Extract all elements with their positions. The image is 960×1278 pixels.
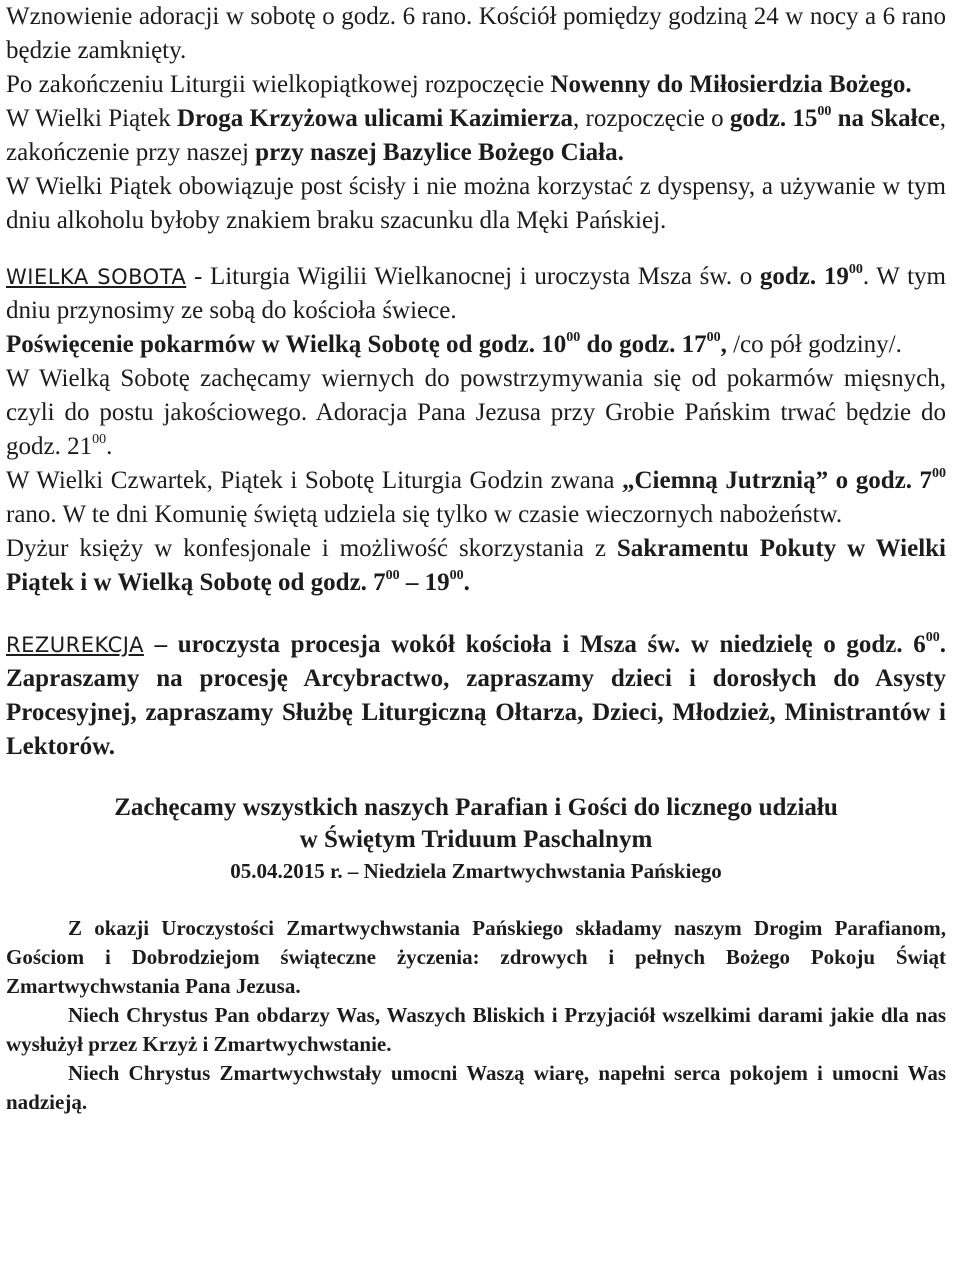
resurrection-notice: REZUREKCJA – uroczysta procesja wokół kościoła i Msza św. w niedzielę o godz. $6^{00}$. Zapraszamy na procesję Arcybractwo, zapraszamy dzieci i dorosłych do Asysty Procesyjnej, zapraszamy Służbę Liturgiczną Ołtarza, Dzieci, Młodzież, Ministrantów i Lektorów. [6,629,946,760]
wishes-paragraph-1: Z okazji Uroczystości Zmartwychwstania Pańskiego składamy naszym Drogim Parafianom, Gościom i Dobrodziejom świąteczne życzenia: zdrowych i pełnych Bożego Pokoju Świąt Zmartwychwstania Pana Jezusa. [6,916,946,998]
food-blessing-notice: Poświęcenie pokarmów w Wielką Sobotę od godz. $10^{00}$ do godz. $17^{00}$, /co pół godziny/. [6,329,902,358]
easter-date-line: 05.04.2015 r. – Niedziela Zmartwychwstania Pańskiego [230,859,722,883]
wishes-paragraph-2: Niech Chrystus Pan obdarzy Was, Waszych Bliskich i Przyjaciół wszelkimi darami jakie dla nas wysłużył przez Krzyż i Zmartwychwstanie. [6,1003,946,1056]
tenebrae-notice: W Wielki Czwartek, Piątek i Sobotę Liturgia Godzin zwana „Ciemną Jutrznią” o godz. $7^{00}$ rano. W te dni Komunię świętą udziela się tylko w czasie wieczornych nabożeństw. [6,465,946,528]
holy-saturday-heading: WIELKA SOBOTA [6,265,187,289]
invitation-line-1: Zachęcamy wszystkich naszych Parafian i Gości do licznego udziału [114,794,838,821]
adoration-notice: Wznowienie adoracji w sobotę o godz. 6 rano. Kościół pomiędzy godziną 24 w nocy a 6 rano będzie zamknięty. [6,3,946,64]
wishes-paragraph-3: Niech Chrystus Zmartwychwstały umocni Waszą wiarę, napełni serca pokojem i umocni Was nadzieją. [6,1061,946,1114]
fasting-notice: W Wielki Piątek obowiązuje post ścisły i nie można korzystać z dyspensy, a używanie w tym dniu alkoholu byłoby znakiem braku szacunku dla Męki Pańskiej. [6,173,946,234]
novena-notice: Po zakończeniu Liturgii wielkopiątkowej rozpoczęcie Nowenny do Miłosierdzia Bożego. [6,71,912,98]
invitation-line-2: w Świętym Triduum Paschalnym [299,826,653,853]
abstinence-notice: W Wielką Sobotę zachęcamy wiernych do powstrzymywania się od pokarmów mięsnych, czyli do postu jakościowego. Adoracja Pana Jezusa przy Grobie Pańskim trwać będzie do godz. $21^{00}$. [6,365,946,460]
way-of-cross-notice: W Wielki Piątek Droga Krzyżowa ulicami Kazimierza, rozpoczęcie o godz. $15^{00}$ na Skałce, zakończenie przy naszej przy naszej Bazylice Bożego Ciała. [6,103,947,166]
confession-notice: Dyżur księży w konfesjonale i możliwość skorzystania z Sakramentu Pokuty w Wielki Piątek i w Wielką Sobotę od godz. $7^{00} - 19^{00}$. [6,535,946,596]
resurrection-heading: REZUREKCJA [6,633,144,657]
holy-saturday-liturgy: WIELKA SOBOTA - Liturgia Wigilii Wielkanocnej i uroczysta Msza św. o godz. $19^{00}$. W tym dniu przynosimy ze sobą do kościoła świece. [6,261,946,324]
